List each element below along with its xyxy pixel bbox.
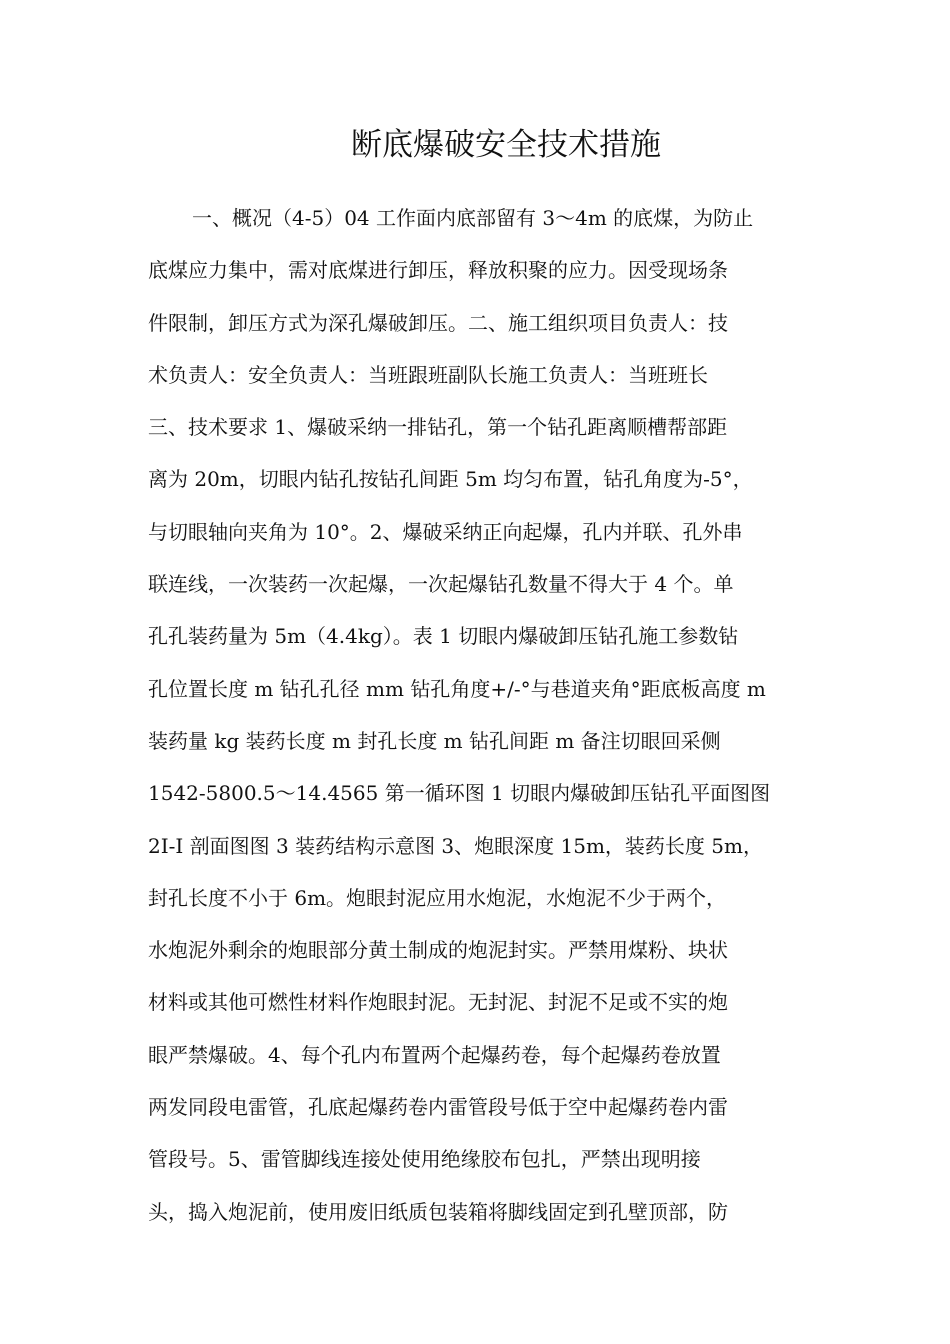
body-line: 1542-5800.5～14.4565 第一循环图 1 切眼内爆破卸压钻孔平面图图 (148, 781, 771, 806)
body-line: 与切眼轴向夹角为 10°。2、爆破采纳正向起爆，孔内并联、孔外串 (148, 519, 743, 544)
body-line: 头，捣入炮泥前，使用废旧纸质包装箱将脚线固定到孔壁顶部，防 (148, 1199, 728, 1224)
body-line: 材料或其他可燃性材料作炮眼封泥。无封泥、封泥不足或不实的炮 (148, 990, 728, 1015)
document-body (148, 192, 808, 1238)
body-line: 三、技术要求 1、爆破采纳一排钻孔，第一个钻孔距离顺槽帮部距 (148, 415, 728, 440)
body-line: 2I-I 剖面图图 3 装药结构示意图 3、炮眼深度 15m，装药长度 5m， (148, 833, 763, 858)
body-line: 孔位置长度 m 钻孔孔径 mm 钻孔角度+/-°与巷道夹角°距底板高度 m (148, 676, 766, 701)
body-line: 封孔长度不小于 6m。炮眼封泥应用水炮泥，水炮泥不少于两个， (148, 885, 727, 910)
body-line: 离为 20m，切眼内钻孔按钻孔间距 5m 均匀布置，钻孔角度为-5°， (148, 467, 753, 492)
body-line: 两发同段电雷管，孔底起爆药卷内雷管段号低于空中起爆药卷内雷 (148, 1095, 728, 1120)
body-line: 底煤应力集中，需对底煤进行卸压，释放积聚的应力。因受现场条 (148, 258, 728, 283)
body-line: 术负责人：安全负责人：当班跟班副队长施工负责人：当班班长 (148, 362, 708, 387)
body-line: 水炮泥外剩余的炮眼部分黄土制成的炮泥封实。严禁用煤粉、块状 (148, 938, 728, 963)
body-line: 管段号。5、雷管脚线连接处使用绝缘胶布包扎，严禁出现明接 (148, 1147, 701, 1172)
body-line: 一、概况（4-5）04 工作面内底部留有 3～4m 的底煤，为防止 (192, 206, 754, 230)
body-line: 件限制，卸压方式为深孔爆破卸压。二、施工组织项目负责人：技 (148, 310, 728, 335)
document-title: 断底爆破安全技术措施 (351, 127, 661, 163)
body-line: 联连线，一次装药一次起爆，一次起爆钻孔数量不得大于 4 个。单 (148, 572, 734, 597)
body-line: 孔孔装药量为 5m（4.4kg）。表 1 切眼内爆破卸压钻孔施工参数钻 (148, 624, 739, 649)
body-line: 眼严禁爆破。4、每个孔内布置两个起爆药卷，每个起爆药卷放置 (148, 1042, 721, 1067)
body-line: 装药量 kg 装药长度 m 封孔长度 m 钻孔间距 m 备注切眼回采侧 (148, 728, 721, 753)
